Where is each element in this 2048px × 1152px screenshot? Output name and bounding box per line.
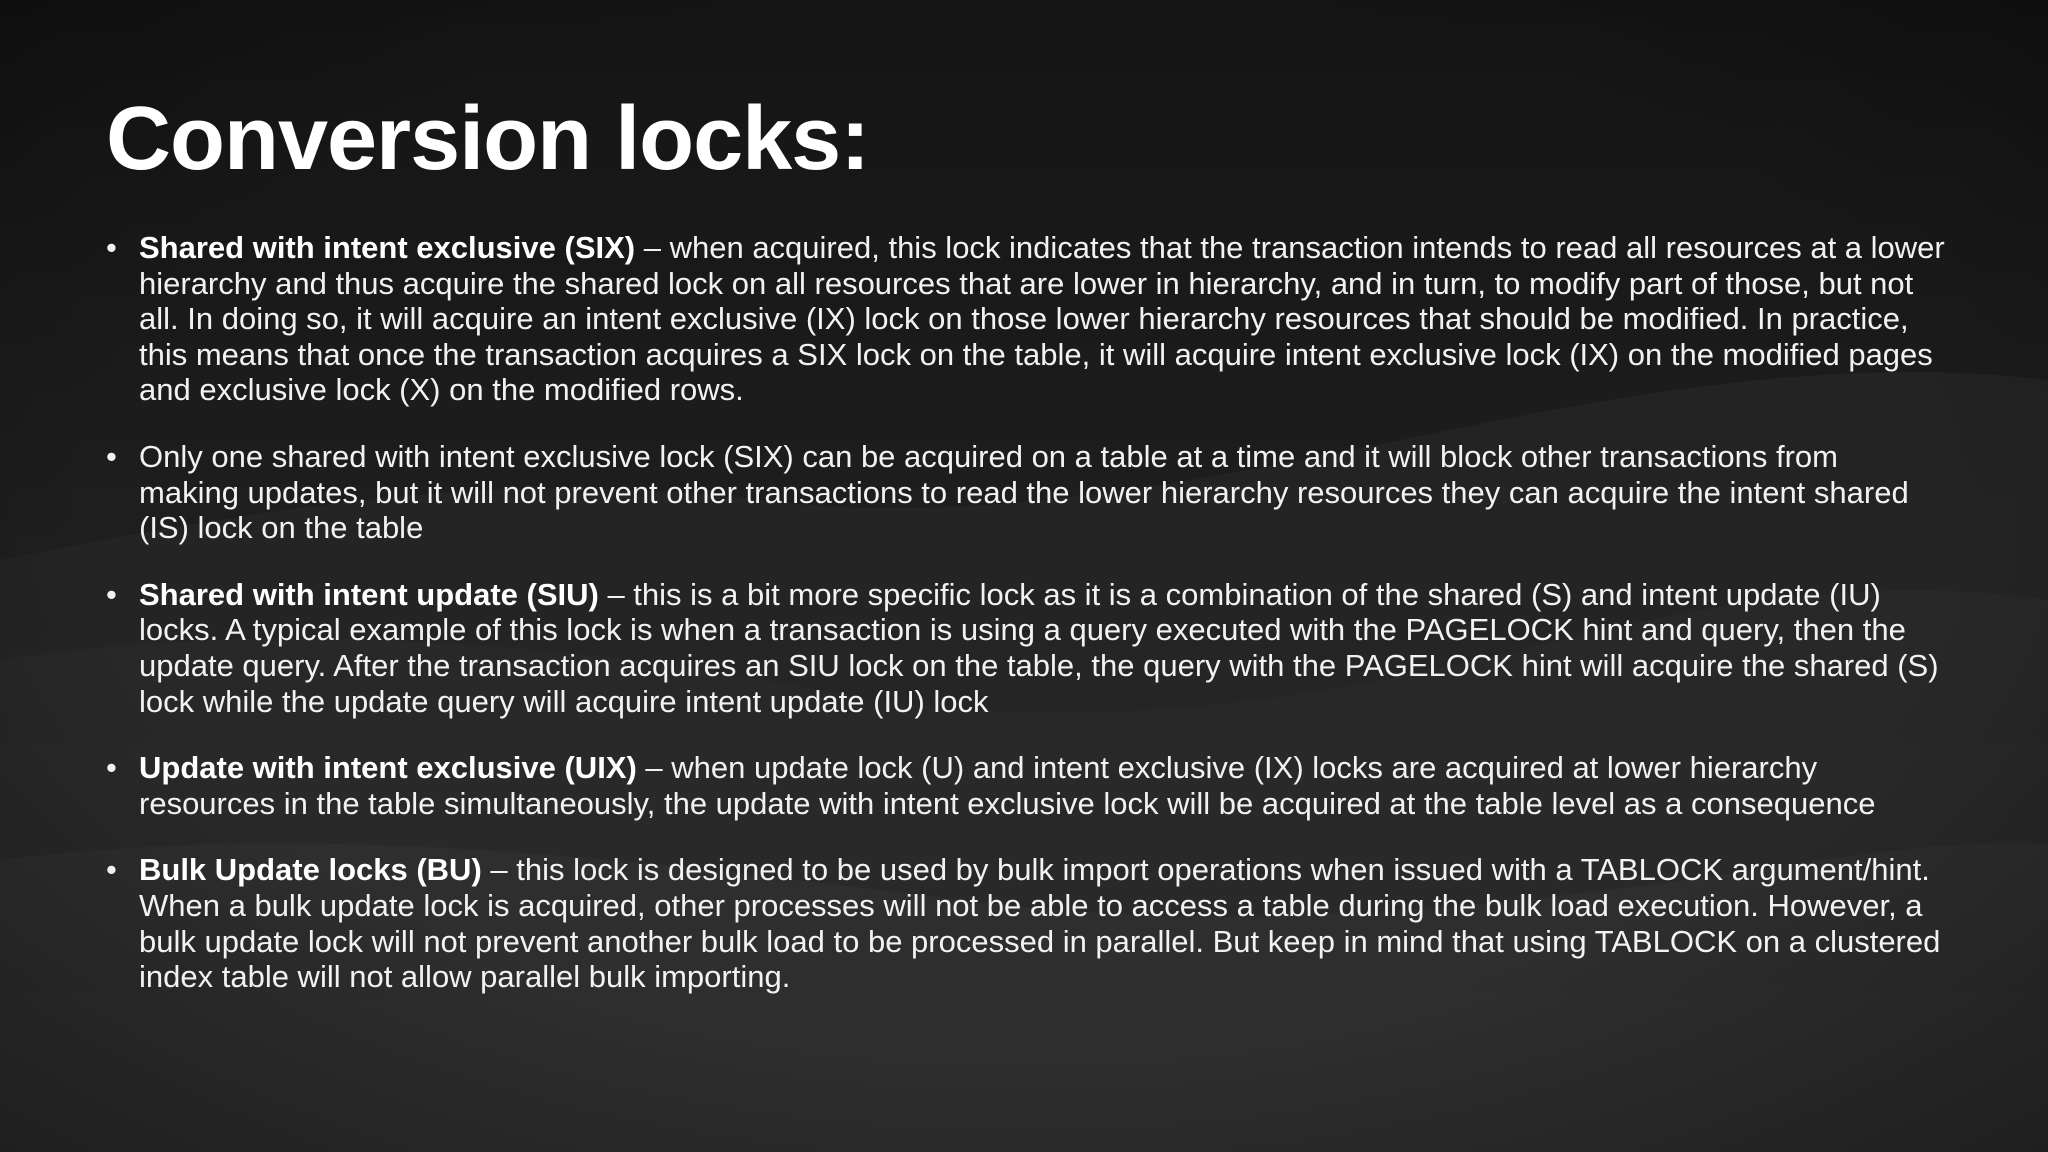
bullet-marker: • bbox=[106, 230, 117, 265]
bullet-marker: • bbox=[106, 576, 117, 612]
bullet-item bbox=[106, 439, 1946, 546]
bullet-marker: • bbox=[106, 852, 117, 888]
bullet-marker: • bbox=[106, 750, 117, 786]
bullet-text: – when acquired, this lock indicates that the transaction intends to read all resources at a lower hierarchy and thus acquire the shared lock on all resources that are lower in hierarchy, and in turn, to modify part of those, but not all. In doing so, it will acquire an intent exclusive (IX) lock on those lower hierarchy resources that should be modified. In practice, this means that once the transaction acquires a SIX lock on the table, it will acquire intent exclusive lock (IX) on the modified pages and exclusive lock (X) on the modified rows. bbox=[139, 230, 1945, 408]
bullet-term: Bulk Update locks (BU) bbox=[139, 852, 482, 888]
bullet-marker: • bbox=[106, 438, 117, 474]
bullet-text: – this lock is designed to be used by bulk import operations when issued with a TABLOCK argument/hint. When a bulk update lock is acquired, other processes will not be able to access a table during the bulk load execution. However, a bulk update lock will not prevent another bulk load to be processed in parallel. But keep in mind that using TABLOCK on a clustered index table will not allow parallel bulk importing. bbox=[139, 852, 1941, 995]
bullet-item bbox=[106, 577, 1946, 719]
bullet-term: Shared with intent exclusive (SIX) bbox=[139, 230, 636, 265]
bullet-text: – when update lock (U) and intent exclusive (IX) locks are acquired at lower hierarchy resources in the table simultaneously, the update with intent exclusive lock will be acquired at the table level as a consequence bbox=[139, 750, 1876, 821]
bullet-list bbox=[106, 230, 1946, 1026]
bullet-text: Only one shared with intent exclusive lock (SIX) can be acquired on a table at a time and it will block other transactions from making updates, but it will not prevent other transactions to read the lower hierarchy resources they can acquire the intent shared (IS) lock on the table bbox=[139, 438, 1909, 546]
bullet-item bbox=[106, 750, 1946, 821]
bullet-text: – this is a bit more specific lock as it is a combination of the shared (S) and intent update (IU) locks. A typical example of this lock is when a transaction is using a query executed with the PAGELOCK hint and query, then the update query. After the transaction acquires an SIU lock on the table, the query with the PAGELOCK hint will acquire the shared (S) lock while the update query will acquire intent update (IU) lock bbox=[139, 576, 1939, 719]
bullet-item bbox=[106, 852, 1946, 994]
bullet-term: Update with intent exclusive (UIX) bbox=[139, 750, 637, 786]
bullet-item bbox=[106, 230, 1946, 408]
slide-title: Conversion locks: bbox=[106, 89, 870, 189]
bullet-term: Shared with intent update (SIU) bbox=[139, 576, 599, 612]
